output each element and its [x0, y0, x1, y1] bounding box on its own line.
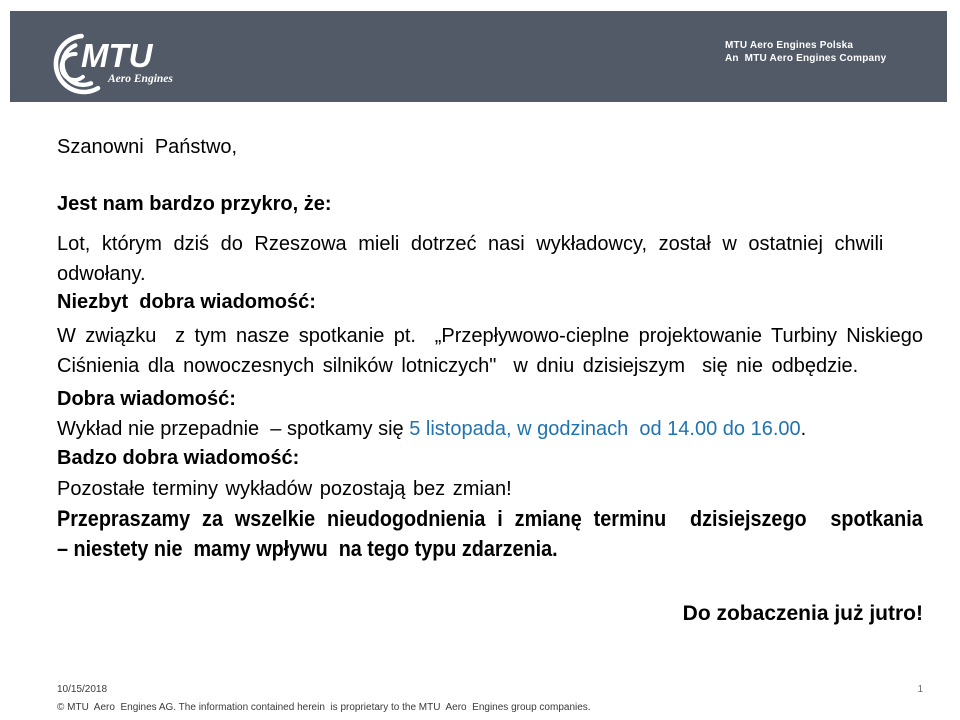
not-good-news-heading: Niezbyt dobra wiadomość:	[57, 291, 316, 313]
logo-brand-text: MTU	[81, 37, 153, 74]
cancellation-paragraph	[57, 321, 923, 381]
sorry-paragraph	[57, 229, 923, 289]
apology-line-1: Przepraszamy za wszelkie nieudogodnienia i zmianę terminu dzisiejszego spotkania	[57, 506, 923, 531]
sorry-heading: Jest nam bardzo przykro, że:	[57, 193, 332, 215]
sorry-line-2: odwołany.	[57, 263, 146, 285]
company-name: MTU Aero Engines Polska	[725, 40, 854, 51]
company-affiliation: An MTU Aero Engines Company	[725, 52, 887, 64]
reschedule-paragraph	[57, 414, 923, 444]
apology-line-2: – niestety nie mamy wpływu na tego typu zdarzenia.	[57, 536, 558, 561]
other-dates-text: Pozostałe terminy wykładów pozostają bez zmian!	[57, 478, 512, 500]
sorry-line-1: Lot, którym dziś do Rzeszowa mieli dotrzeć nasi wykładowcy, został w ostatniej chwili	[57, 233, 884, 255]
cancellation-line-1: W związku z tym nasze spotkanie pt. „Przepływowo-cieplne projektowanie Turbiny Niskiego	[57, 325, 923, 347]
closing-text: Do zobaczenia już jutro!	[682, 602, 923, 625]
very-good-news-heading: Badzo dobra wiadomość:	[57, 447, 300, 469]
reschedule-period: .	[800, 418, 807, 440]
page-number: 1	[917, 684, 923, 695]
reschedule-date-highlight: 5 listopada, w godzinach od 14.00 do 16.00	[409, 418, 801, 440]
footer-date: 10/15/2018	[57, 684, 108, 695]
cancellation-line-2: Ciśnienia dla nowoczesnych silników lotniczych" w dniu dzisiejszym się nie odbędzie.	[57, 355, 859, 377]
reschedule-text: Wykład nie przepadnie – spotkamy się	[57, 418, 410, 440]
good-news-heading: Dobra wiadomość:	[57, 388, 236, 410]
slide-body	[57, 0, 923, 720]
greeting-text: Szanowni Państwo,	[57, 136, 238, 158]
apology-paragraph	[57, 504, 923, 564]
footer-copyright: © MTU Aero Engines AG. The information contained herein is proprietary to the MTU Aero Engines group companies.	[57, 702, 591, 713]
logo-tagline-text: Aero Engines	[108, 73, 173, 85]
